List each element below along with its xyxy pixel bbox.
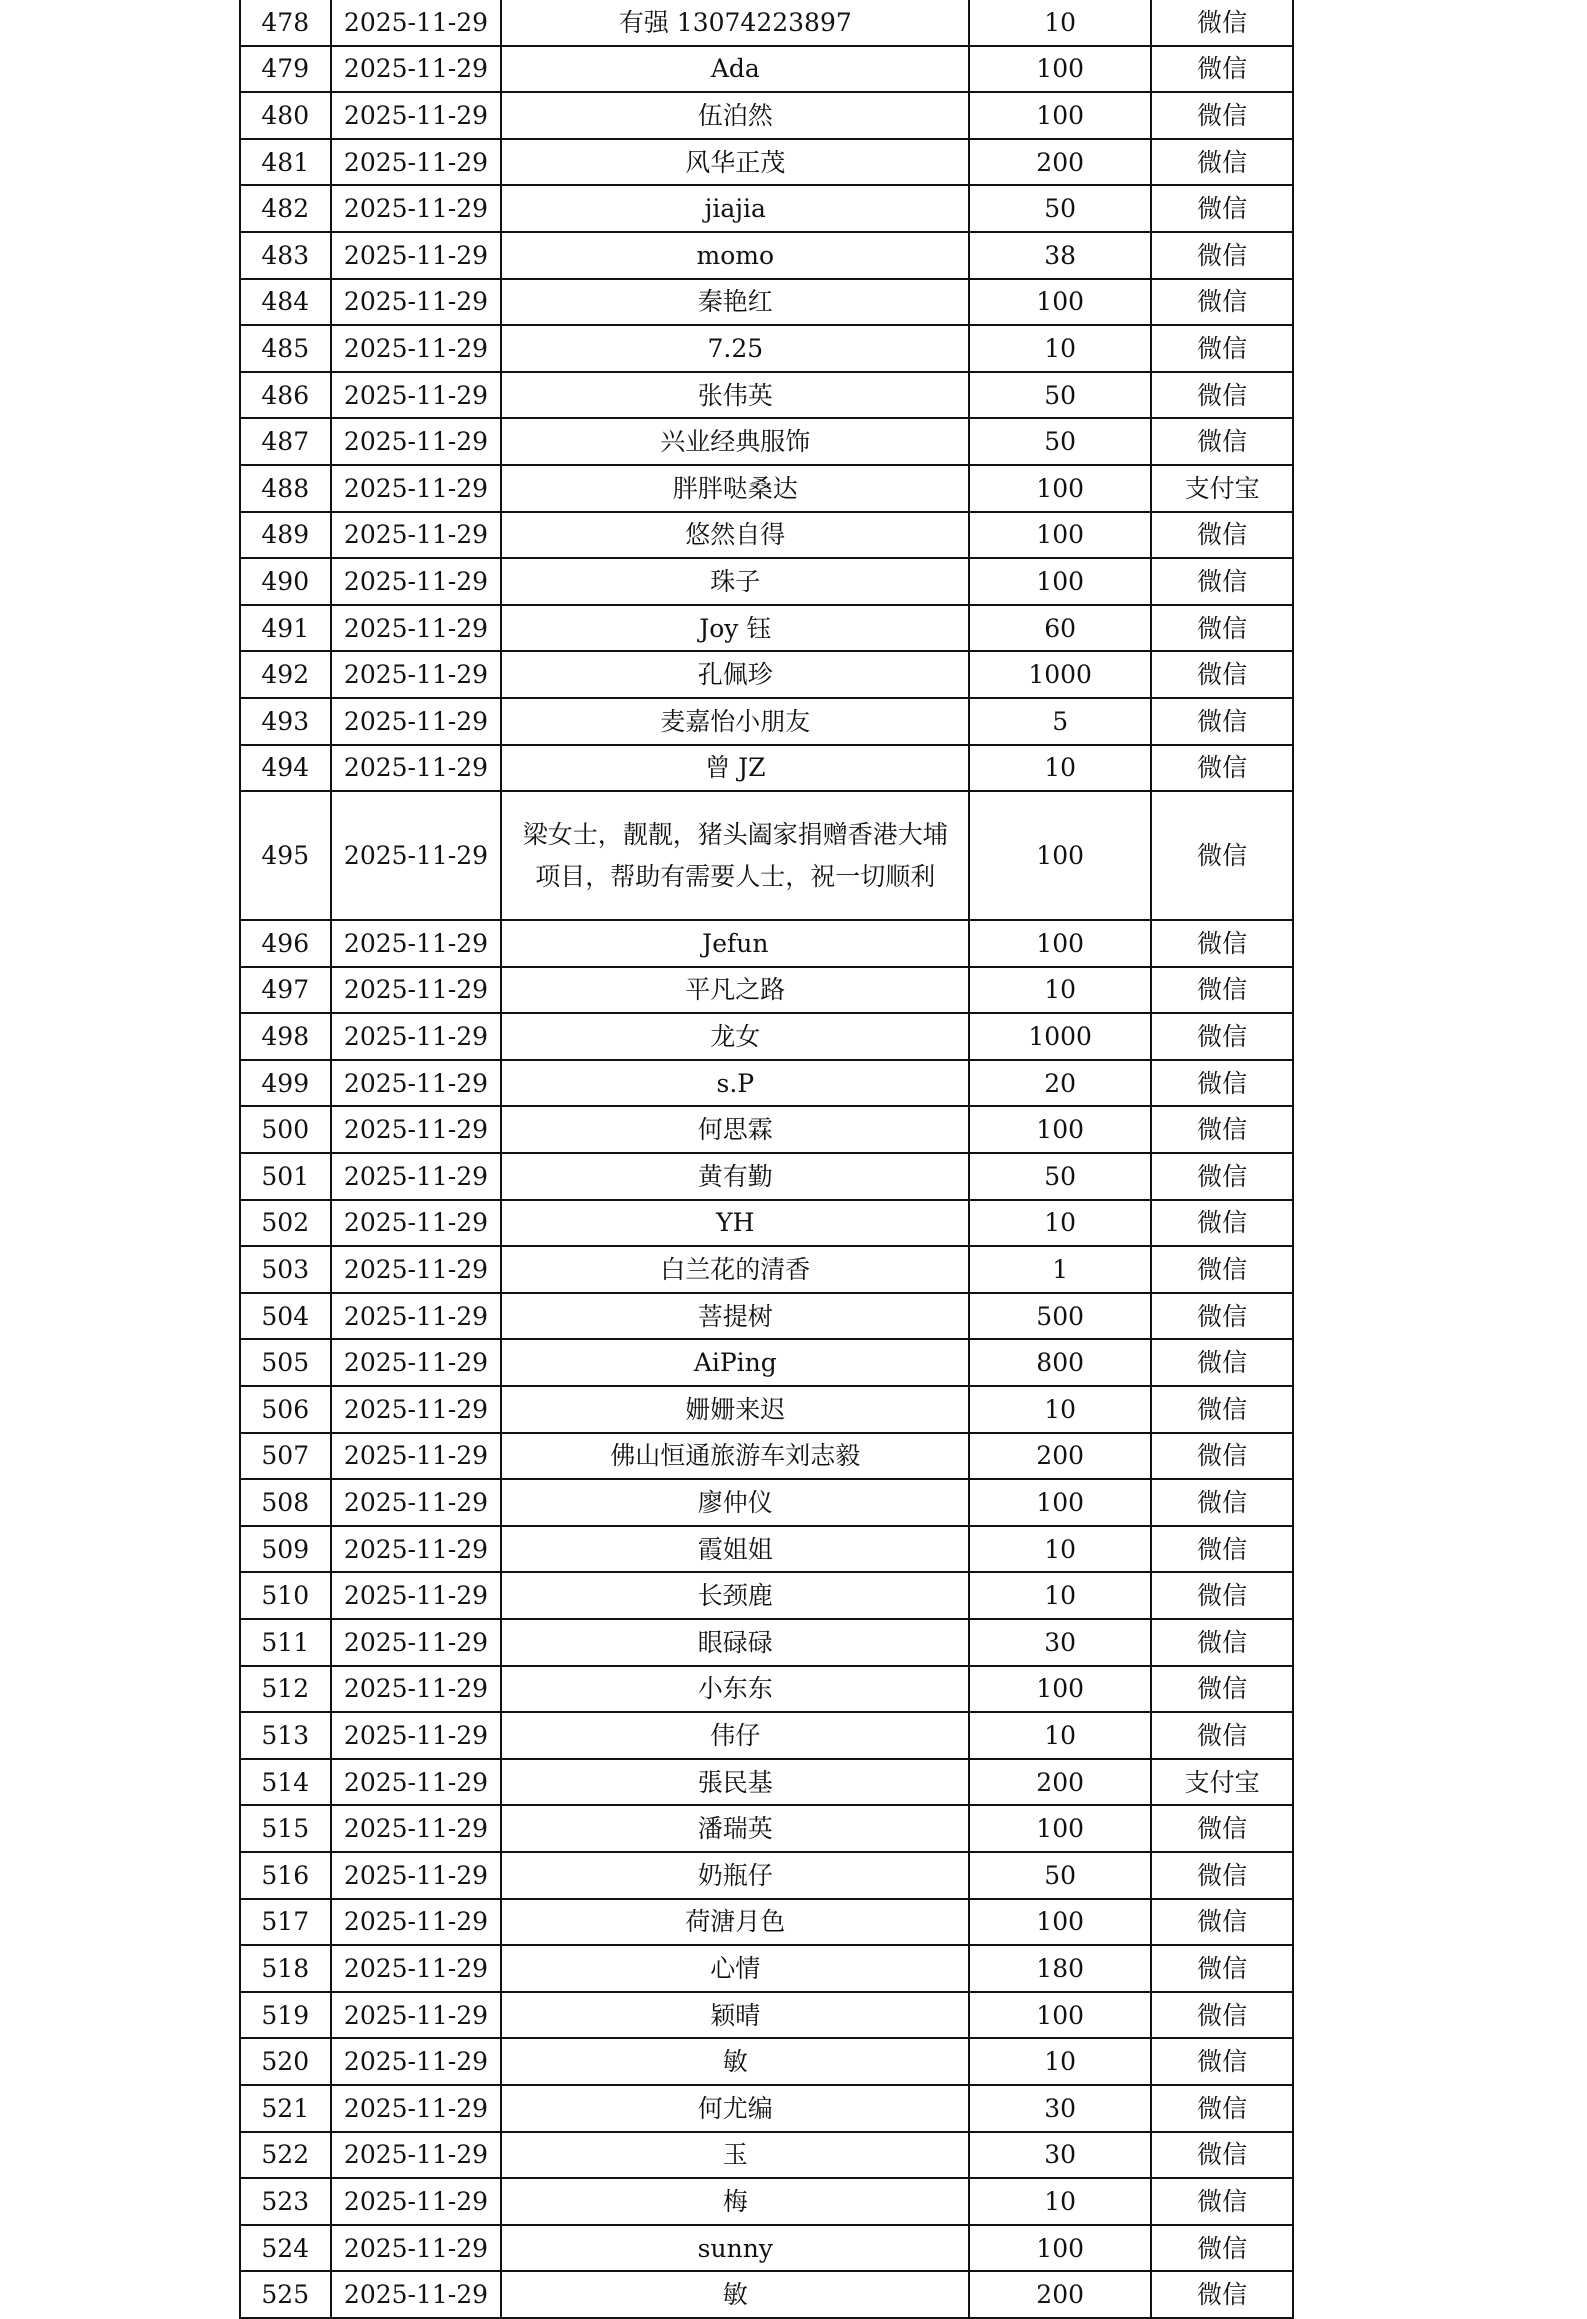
date-cell: 2025-11-29 <box>331 1945 502 1992</box>
payment-channel-cell: 微信 <box>1151 46 1293 93</box>
row-number-cell: 496 <box>240 920 331 967</box>
row-number-cell: 488 <box>240 465 331 512</box>
row-number-cell: 523 <box>240 2178 331 2225</box>
donor-name-cell: 佛山恒通旅游车刘志毅 <box>501 1433 969 1480</box>
date-cell: 2025-11-29 <box>331 651 502 698</box>
amount-cell: 800 <box>969 1339 1151 1386</box>
amount-cell: 10 <box>969 0 1151 46</box>
payment-channel-cell: 微信 <box>1151 1712 1293 1759</box>
amount-cell: 100 <box>969 920 1151 967</box>
payment-channel-cell: 微信 <box>1151 0 1293 46</box>
table-row <box>240 0 1293 46</box>
date-cell: 2025-11-29 <box>331 372 502 419</box>
date-cell: 2025-11-29 <box>331 1759 502 1806</box>
date-cell: 2025-11-29 <box>331 1386 502 1433</box>
table-row <box>240 1060 1293 1107</box>
row-number-cell: 494 <box>240 745 331 792</box>
row-number-cell: 515 <box>240 1805 331 1852</box>
amount-cell: 100 <box>969 1899 1151 1946</box>
row-number-cell: 511 <box>240 1619 331 1666</box>
table-row <box>240 2132 1293 2179</box>
amount-cell: 10 <box>969 967 1151 1014</box>
date-cell: 2025-11-29 <box>331 745 502 792</box>
payment-channel-cell: 微信 <box>1151 1479 1293 1526</box>
row-number-cell: 495 <box>240 791 331 920</box>
payment-channel-cell: 微信 <box>1151 2271 1293 2318</box>
table-row <box>240 418 1293 465</box>
payment-channel-cell: 微信 <box>1151 2132 1293 2179</box>
donor-name-cell: Ada <box>501 46 969 93</box>
row-number-cell: 480 <box>240 92 331 139</box>
amount-cell: 1000 <box>969 651 1151 698</box>
amount-cell: 10 <box>969 2178 1151 2225</box>
table-row <box>240 1619 1293 1666</box>
payment-channel-cell: 微信 <box>1151 1666 1293 1713</box>
table-row <box>240 2225 1293 2272</box>
donor-name-cell: 姗姗来迟 <box>501 1386 969 1433</box>
row-number-cell: 491 <box>240 605 331 652</box>
donor-name-cell: 梅 <box>501 2178 969 2225</box>
date-cell: 2025-11-29 <box>331 558 502 605</box>
table-row <box>240 1572 1293 1619</box>
date-cell: 2025-11-29 <box>331 1899 502 1946</box>
payment-channel-cell: 微信 <box>1151 1293 1293 1340</box>
amount-cell: 50 <box>969 185 1151 232</box>
amount-cell: 50 <box>969 372 1151 419</box>
amount-cell: 100 <box>969 1805 1151 1852</box>
table-row <box>240 279 1293 326</box>
date-cell: 2025-11-29 <box>331 967 502 1014</box>
table-row <box>240 1526 1293 1573</box>
row-number-cell: 498 <box>240 1013 331 1060</box>
date-cell: 2025-11-29 <box>331 2225 502 2272</box>
payment-channel-cell: 微信 <box>1151 325 1293 372</box>
donor-name-cell: 荷溏月色 <box>501 1899 969 1946</box>
row-number-cell: 521 <box>240 2085 331 2132</box>
amount-cell: 10 <box>969 1200 1151 1247</box>
payment-channel-cell: 微信 <box>1151 1246 1293 1293</box>
table-row <box>240 1712 1293 1759</box>
donor-name-cell: 敏 <box>501 2038 969 2085</box>
date-cell: 2025-11-29 <box>331 1433 502 1480</box>
donor-name-cell: 潘瑞英 <box>501 1805 969 1852</box>
date-cell: 2025-11-29 <box>331 1619 502 1666</box>
donor-name-cell: 风华正茂 <box>501 139 969 186</box>
amount-cell: 50 <box>969 418 1151 465</box>
table-row <box>240 46 1293 93</box>
date-cell: 2025-11-29 <box>331 1526 502 1573</box>
payment-channel-cell: 微信 <box>1151 1433 1293 1480</box>
donor-name-cell: 悠然自得 <box>501 512 969 559</box>
amount-cell: 38 <box>969 232 1151 279</box>
date-cell: 2025-11-29 <box>331 791 502 920</box>
row-number-cell: 479 <box>240 46 331 93</box>
date-cell: 2025-11-29 <box>331 2271 502 2318</box>
amount-cell: 200 <box>969 2271 1151 2318</box>
table-row <box>240 920 1293 967</box>
donor-name-cell: 麦嘉怡小朋友 <box>501 698 969 745</box>
table-row <box>240 1433 1293 1480</box>
donor-name-cell: 伍泊然 <box>501 92 969 139</box>
amount-cell: 180 <box>969 1945 1151 1992</box>
amount-cell: 500 <box>969 1293 1151 1340</box>
donor-name-cell: sunny <box>501 2225 969 2272</box>
donor-name-cell: Joy 钰 <box>501 605 969 652</box>
donor-name-cell: 珠子 <box>501 558 969 605</box>
payment-channel-cell: 微信 <box>1151 279 1293 326</box>
row-number-cell: 513 <box>240 1712 331 1759</box>
donor-name-cell: s.P <box>501 1060 969 1107</box>
payment-channel-cell: 微信 <box>1151 920 1293 967</box>
amount-cell: 100 <box>969 46 1151 93</box>
amount-cell: 10 <box>969 1572 1151 1619</box>
payment-channel-cell: 微信 <box>1151 967 1293 1014</box>
table-row <box>240 1805 1293 1852</box>
donor-name-cell: 梁女士，靓靓，猪头阖家捐赠香港大埔项目，帮助有需要人士，祝一切顺利 <box>501 791 969 920</box>
row-number-cell: 506 <box>240 1386 331 1433</box>
amount-cell: 30 <box>969 2132 1151 2179</box>
donor-name-cell: 奶瓶仔 <box>501 1852 969 1899</box>
table-body <box>240 0 1293 2318</box>
payment-channel-cell: 微信 <box>1151 1013 1293 1060</box>
donor-name-cell: 何思霖 <box>501 1106 969 1153</box>
amount-cell: 100 <box>969 558 1151 605</box>
payment-channel-cell: 微信 <box>1151 1386 1293 1433</box>
table-row <box>240 92 1293 139</box>
date-cell: 2025-11-29 <box>331 1013 502 1060</box>
payment-channel-cell: 微信 <box>1151 1572 1293 1619</box>
amount-cell: 100 <box>969 279 1151 326</box>
row-number-cell: 499 <box>240 1060 331 1107</box>
donor-name-cell: 长颈鹿 <box>501 1572 969 1619</box>
donor-name-cell: jiajia <box>501 185 969 232</box>
amount-cell: 10 <box>969 2038 1151 2085</box>
row-number-cell: 497 <box>240 967 331 1014</box>
date-cell: 2025-11-29 <box>331 1200 502 1247</box>
amount-cell: 100 <box>969 2225 1151 2272</box>
date-cell: 2025-11-29 <box>331 1106 502 1153</box>
row-number-cell: 501 <box>240 1153 331 1200</box>
table-row <box>240 698 1293 745</box>
payment-channel-cell: 微信 <box>1151 1805 1293 1852</box>
date-cell: 2025-11-29 <box>331 605 502 652</box>
donor-name-cell: 張民基 <box>501 1759 969 1806</box>
donor-name-cell: YH <box>501 1200 969 1247</box>
table-row <box>240 1293 1293 1340</box>
date-cell: 2025-11-29 <box>331 2178 502 2225</box>
donor-name-cell: Jefun <box>501 920 969 967</box>
amount-cell: 200 <box>969 139 1151 186</box>
payment-channel-cell: 微信 <box>1151 558 1293 605</box>
row-number-cell: 489 <box>240 512 331 559</box>
payment-channel-cell: 微信 <box>1151 1153 1293 1200</box>
date-cell: 2025-11-29 <box>331 2038 502 2085</box>
date-cell: 2025-11-29 <box>331 1805 502 1852</box>
date-cell: 2025-11-29 <box>331 92 502 139</box>
date-cell: 2025-11-29 <box>331 325 502 372</box>
amount-cell: 60 <box>969 605 1151 652</box>
date-cell: 2025-11-29 <box>331 698 502 745</box>
amount-cell: 1000 <box>969 1013 1151 1060</box>
table-row <box>240 1666 1293 1713</box>
table-row <box>240 1339 1293 1386</box>
payment-channel-cell: 微信 <box>1151 372 1293 419</box>
donor-name-cell: 玉 <box>501 2132 969 2179</box>
amount-cell: 10 <box>969 1712 1151 1759</box>
donor-name-cell: 菩提树 <box>501 1293 969 1340</box>
row-number-cell: 522 <box>240 2132 331 2179</box>
amount-cell: 100 <box>969 465 1151 512</box>
donor-name-cell: 7.25 <box>501 325 969 372</box>
donor-name-cell: AiPing <box>501 1339 969 1386</box>
table-row <box>240 2085 1293 2132</box>
donation-table <box>239 0 1294 2319</box>
payment-channel-cell: 微信 <box>1151 2225 1293 2272</box>
row-number-cell: 486 <box>240 372 331 419</box>
date-cell: 2025-11-29 <box>331 279 502 326</box>
row-number-cell: 481 <box>240 139 331 186</box>
table-row <box>240 465 1293 512</box>
table-row <box>240 791 1293 920</box>
date-cell: 2025-11-29 <box>331 465 502 512</box>
donor-name-cell: 曾 JZ <box>501 745 969 792</box>
row-number-cell: 483 <box>240 232 331 279</box>
row-number-cell: 490 <box>240 558 331 605</box>
date-cell: 2025-11-29 <box>331 1293 502 1340</box>
date-cell: 2025-11-29 <box>331 0 502 46</box>
payment-channel-cell: 微信 <box>1151 1852 1293 1899</box>
table-row <box>240 651 1293 698</box>
table-row <box>240 1992 1293 2039</box>
row-number-cell: 507 <box>240 1433 331 1480</box>
table-row <box>240 185 1293 232</box>
table-row <box>240 2038 1293 2085</box>
amount-cell: 30 <box>969 1619 1151 1666</box>
row-number-cell: 512 <box>240 1666 331 1713</box>
payment-channel-cell: 微信 <box>1151 1200 1293 1247</box>
table-row <box>240 325 1293 372</box>
amount-cell: 50 <box>969 1852 1151 1899</box>
amount-cell: 1 <box>969 1246 1151 1293</box>
donor-name-cell: 心情 <box>501 1945 969 1992</box>
date-cell: 2025-11-29 <box>331 185 502 232</box>
donor-name-cell: 孔佩珍 <box>501 651 969 698</box>
payment-channel-cell: 微信 <box>1151 698 1293 745</box>
row-number-cell: 519 <box>240 1992 331 2039</box>
row-number-cell: 510 <box>240 1572 331 1619</box>
table-row <box>240 512 1293 559</box>
row-number-cell: 482 <box>240 185 331 232</box>
amount-cell: 50 <box>969 1153 1151 1200</box>
donor-name-cell: 伟仔 <box>501 1712 969 1759</box>
amount-cell: 100 <box>969 1992 1151 2039</box>
row-number-cell: 518 <box>240 1945 331 1992</box>
amount-cell: 200 <box>969 1759 1151 1806</box>
date-cell: 2025-11-29 <box>331 1992 502 2039</box>
donor-name-cell: 眼碌碌 <box>501 1619 969 1666</box>
date-cell: 2025-11-29 <box>331 2085 502 2132</box>
date-cell: 2025-11-29 <box>331 1852 502 1899</box>
table-row <box>240 558 1293 605</box>
donor-name-cell: 何尤编 <box>501 2085 969 2132</box>
amount-cell: 10 <box>969 325 1151 372</box>
row-number-cell: 485 <box>240 325 331 372</box>
date-cell: 2025-11-29 <box>331 1479 502 1526</box>
amount-cell: 100 <box>969 1666 1151 1713</box>
payment-channel-cell: 微信 <box>1151 1945 1293 1992</box>
payment-channel-cell: 微信 <box>1151 512 1293 559</box>
payment-channel-cell: 微信 <box>1151 1106 1293 1153</box>
amount-cell: 10 <box>969 1526 1151 1573</box>
payment-channel-cell: 支付宝 <box>1151 465 1293 512</box>
table-row <box>240 605 1293 652</box>
payment-channel-cell: 微信 <box>1151 1526 1293 1573</box>
payment-channel-cell: 微信 <box>1151 1060 1293 1107</box>
date-cell: 2025-11-29 <box>331 1572 502 1619</box>
amount-cell: 100 <box>969 1479 1151 1526</box>
payment-channel-cell: 微信 <box>1151 418 1293 465</box>
table-row <box>240 1153 1293 1200</box>
date-cell: 2025-11-29 <box>331 46 502 93</box>
row-number-cell: 520 <box>240 2038 331 2085</box>
date-cell: 2025-11-29 <box>331 512 502 559</box>
date-cell: 2025-11-29 <box>331 1060 502 1107</box>
payment-channel-cell: 微信 <box>1151 1899 1293 1946</box>
table-row <box>240 967 1293 1014</box>
amount-cell: 5 <box>969 698 1151 745</box>
table-row <box>240 139 1293 186</box>
table-row <box>240 232 1293 279</box>
amount-cell: 10 <box>969 1386 1151 1433</box>
payment-channel-cell: 微信 <box>1151 92 1293 139</box>
payment-channel-cell: 微信 <box>1151 745 1293 792</box>
donor-name-cell: 胖胖哒桑达 <box>501 465 969 512</box>
donor-name-cell: 兴业经典服饰 <box>501 418 969 465</box>
payment-channel-cell: 支付宝 <box>1151 1759 1293 1806</box>
table-row <box>240 745 1293 792</box>
table-row <box>240 1200 1293 1247</box>
donor-name-cell: 龙女 <box>501 1013 969 1060</box>
payment-channel-cell: 微信 <box>1151 2178 1293 2225</box>
table-row <box>240 372 1293 419</box>
row-number-cell: 517 <box>240 1899 331 1946</box>
donor-name-cell: 秦艳红 <box>501 279 969 326</box>
amount-cell: 100 <box>969 791 1151 920</box>
donor-name-cell: 张伟英 <box>501 372 969 419</box>
payment-channel-cell: 微信 <box>1151 1992 1293 2039</box>
row-number-cell: 508 <box>240 1479 331 1526</box>
donor-name-cell: 廖仲仪 <box>501 1479 969 1526</box>
donor-name-cell: 有强 13074223897 <box>501 0 969 46</box>
payment-channel-cell: 微信 <box>1151 605 1293 652</box>
payment-channel-cell: 微信 <box>1151 1339 1293 1386</box>
amount-cell: 200 <box>969 1433 1151 1480</box>
table-row <box>240 1386 1293 1433</box>
donor-name-cell: 黄有勤 <box>501 1153 969 1200</box>
donor-name-cell: 小东东 <box>501 1666 969 1713</box>
row-number-cell: 505 <box>240 1339 331 1386</box>
payment-channel-cell: 微信 <box>1151 2085 1293 2132</box>
donor-name-cell: 颖晴 <box>501 1992 969 2039</box>
date-cell: 2025-11-29 <box>331 418 502 465</box>
date-cell: 2025-11-29 <box>331 920 502 967</box>
table-row <box>240 1246 1293 1293</box>
date-cell: 2025-11-29 <box>331 1712 502 1759</box>
donor-name-cell: 平凡之路 <box>501 967 969 1014</box>
date-cell: 2025-11-29 <box>331 2132 502 2179</box>
amount-cell: 30 <box>969 2085 1151 2132</box>
table-row <box>240 1479 1293 1526</box>
payment-channel-cell: 微信 <box>1151 2038 1293 2085</box>
donor-name-cell: 白兰花的清香 <box>501 1246 969 1293</box>
row-number-cell: 484 <box>240 279 331 326</box>
payment-channel-cell: 微信 <box>1151 791 1293 920</box>
amount-cell: 10 <box>969 745 1151 792</box>
row-number-cell: 516 <box>240 1852 331 1899</box>
date-cell: 2025-11-29 <box>331 232 502 279</box>
payment-channel-cell: 微信 <box>1151 232 1293 279</box>
row-number-cell: 524 <box>240 2225 331 2272</box>
row-number-cell: 504 <box>240 1293 331 1340</box>
donor-name-cell: momo <box>501 232 969 279</box>
row-number-cell: 500 <box>240 1106 331 1153</box>
row-number-cell: 509 <box>240 1526 331 1573</box>
amount-cell: 20 <box>969 1060 1151 1107</box>
date-cell: 2025-11-29 <box>331 1339 502 1386</box>
donor-name-cell: 敏 <box>501 2271 969 2318</box>
payment-channel-cell: 微信 <box>1151 651 1293 698</box>
date-cell: 2025-11-29 <box>331 1246 502 1293</box>
date-cell: 2025-11-29 <box>331 1666 502 1713</box>
row-number-cell: 478 <box>240 0 331 46</box>
row-number-cell: 514 <box>240 1759 331 1806</box>
payment-channel-cell: 微信 <box>1151 185 1293 232</box>
payment-channel-cell: 微信 <box>1151 1619 1293 1666</box>
amount-cell: 100 <box>969 1106 1151 1153</box>
row-number-cell: 525 <box>240 2271 331 2318</box>
row-number-cell: 503 <box>240 1246 331 1293</box>
date-cell: 2025-11-29 <box>331 139 502 186</box>
row-number-cell: 487 <box>240 418 331 465</box>
donor-name-cell: 霞姐姐 <box>501 1526 969 1573</box>
amount-cell: 100 <box>969 92 1151 139</box>
table-row <box>240 1945 1293 1992</box>
table-row <box>240 1899 1293 1946</box>
payment-channel-cell: 微信 <box>1151 139 1293 186</box>
table-row <box>240 2178 1293 2225</box>
amount-cell: 100 <box>969 512 1151 559</box>
table-row <box>240 2271 1293 2318</box>
date-cell: 2025-11-29 <box>331 1153 502 1200</box>
row-number-cell: 493 <box>240 698 331 745</box>
table-row <box>240 1852 1293 1899</box>
row-number-cell: 502 <box>240 1200 331 1247</box>
table-row <box>240 1013 1293 1060</box>
table-row <box>240 1106 1293 1153</box>
table-row <box>240 1759 1293 1806</box>
row-number-cell: 492 <box>240 651 331 698</box>
